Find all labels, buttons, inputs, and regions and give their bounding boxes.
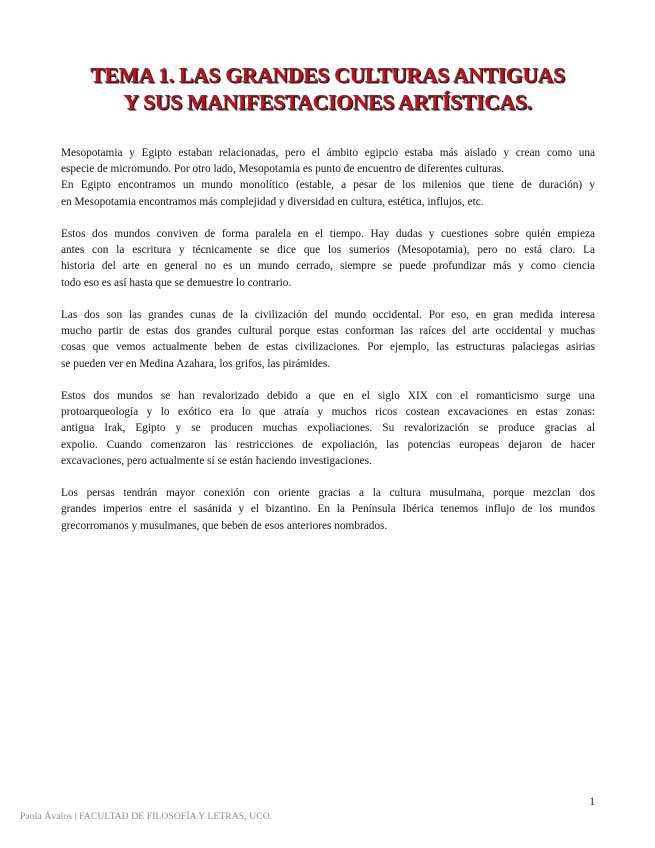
paragraph-1-line-4: en Mesopotamia encontramos más complejidad y diversidad en cultura, estética, influjos, etc. (61, 195, 484, 208)
paragraph-4-line-2: protoarqueología y lo exótico era lo que atraía y muchos ricos costean excavaciones en estas zonas: (61, 406, 595, 419)
paragraph-3-line-3: cosas que vemos actualmente beben de estas civilizaciones. Por ejemplo, las estructuras palaciegas asirias (61, 341, 595, 354)
paragraph-2 (61, 226, 595, 291)
paragraph-1 (61, 145, 595, 210)
paragraph-1-line-1: Mesopotamia y Egipto estaban relacionadas, pero el ámbito egipcio estaba más aislado y crean como una (61, 147, 595, 159)
paragraph-3-line-4: se pueden ver en Medina Azahara, los grifos, las pirámides. (61, 357, 331, 370)
paragraph-1-line-2: especie de micromundo. Por otro lado, Mesopotamia es punto de encuentro de diferentes culturas. (61, 163, 504, 176)
paragraph-2-line-3: historia del arte en general no es un mundo cerrado, siempre se puede profundizar más y como ciencia (61, 260, 595, 273)
paragraph-3-line-1: Las dos son las grandes cunas de la civilización del mundo occidental. Por eso, en gran medida interesa (61, 309, 595, 321)
paragraph-4 (61, 388, 595, 469)
paragraph-3 (61, 307, 595, 372)
paragraph-4-line-4: expolio. Cuando comenzaron las restricciones de expoliación, las potencias europeas dejaron de hacer (61, 438, 595, 451)
page-title (40, 62, 615, 116)
paragraph-2-line-1: Estos dos mundos conviven de forma paralela en el tiempo. Hay dudas y cuestiones sobre quién empieza (61, 228, 595, 240)
paragraph-1-line-3: En Egipto encontramos un mundo monolítico (estable, a pesar de los milenios que tiene de duración) y (61, 179, 595, 192)
paragraph-2-line-2: antes con la escritura y técnicamente se dice que los sumerios (Mesopotamia), pero no está claro. La (61, 244, 595, 257)
paragraph-5 (61, 485, 595, 534)
paragraph-4-line-5: excavaciones, pero actualmente sí se están haciendo investigaciones. (61, 454, 372, 467)
page-title-line-2: Y SUS MANIFESTACIONES ARTÍSTICAS. (123, 90, 532, 114)
document-body (61, 145, 595, 550)
paragraph-3-line-2: mucho partir de estas dos grandes cultural porque estas conforman las raíces del arte occidental y muchas (61, 325, 595, 338)
paragraph-2-line-4: todo eso es así hasta que se demuestre lo contrario. (61, 276, 292, 289)
paragraph-4-line-1: Estos dos mundos se han revalorizado debido a que en el siglo XIX con el romanticismo surge una (61, 390, 595, 402)
paragraph-5-line-2: grandes imperios entre el sasánida y el bizantino. En la Península Ibérica tenemos influjo de los mundos (61, 503, 595, 516)
paragraph-4-line-3: antigua Irak, Egipto y se producen muchas expoliaciones. Su revalorización se produce gracias al (61, 422, 595, 435)
page-title-line-1: TEMA 1. LAS GRANDES CULTURAS ANTIGUAS (90, 63, 565, 87)
page-footer: Paola Ávalos | FACULTAD DE FILOSOFÍA Y LETRAS, UCO. (20, 811, 273, 822)
paragraph-5-line-1: Los persas tendrán mayor conexión con oriente gracias a la cultura musulmana, porque mezclan dos (61, 487, 595, 500)
paragraph-5-line-3: grecorromanos y musulmanes, que beben de esos anteriores nombrados. (61, 519, 388, 532)
page-number: 1 (589, 796, 595, 808)
